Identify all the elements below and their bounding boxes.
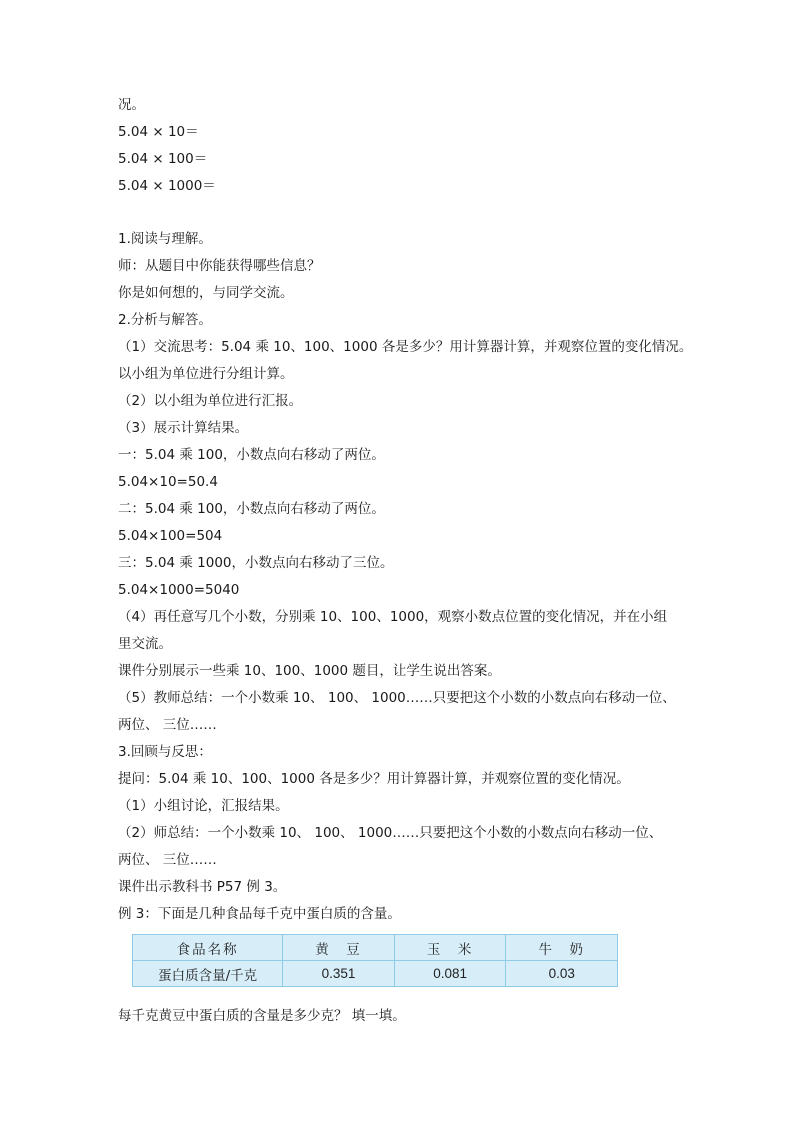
table-header-cell: 牛 奶 (506, 935, 618, 961)
text-line: （1）小组讨论，汇报结果。 (118, 798, 289, 814)
text-line: （2）以小组为单位进行汇报。 (118, 393, 303, 409)
text-line: （2）师总结：一个小数乘 10、 100、 1000……只要把这个小数的小数点向右移动一位、 (118, 825, 663, 841)
document-page (118, 92, 698, 1030)
text-line: 师：从题目中你能获得哪些信息？ (118, 258, 321, 274)
text-line: 二：5.04 乘 100，小数点向右移动了两位。 (118, 501, 385, 517)
protein-table-container (132, 934, 698, 987)
text-line: 课件分别展示一些乘 10、100、1000 题目，让学生说出答案。 (118, 663, 501, 679)
equation-line: 5.04 × 10＝ (118, 124, 199, 140)
equation-line: 5.04×100=504 (118, 528, 223, 544)
text-line: 例 3：下面是几种食品每千克中蛋白质的含量。 (118, 906, 401, 922)
section-heading: 3.回顾与反思： (118, 744, 212, 760)
text-line: 你是如何想的，与同学交流。 (118, 285, 294, 301)
table-row (133, 961, 618, 987)
text-line: （3）展示计算结果。 (118, 420, 249, 436)
text-line: 课件出示教科书 P57 例 3。 (118, 879, 287, 895)
text-line: （1）交流思考：5.04 乘 10、100、1000 各是多少？用计算器计算，并观察位置的变化情况。 (118, 339, 693, 355)
text-line: 每千克黄豆中蛋白质的含量是多少克？ 填一填。 (118, 1008, 406, 1024)
table-cell: 0.351 (283, 961, 395, 987)
spacer (118, 200, 698, 226)
text-line: 里交流。 (118, 636, 172, 652)
protein-table (132, 934, 618, 987)
table-cell: 0.081 (394, 961, 506, 987)
text-line: （4）再任意写几个小数，分别乘 10、100、1000，观察小数点位置的变化情况，并在小组 (118, 609, 668, 625)
table-cell: 0.03 (506, 961, 618, 987)
text-line: 以小组为单位进行分组计算。 (118, 366, 294, 382)
text-line: （5）教师总结：一个小数乘 10、 100、 1000……只要把这个小数的小数点向右移动一位、 (118, 690, 676, 706)
equation-line: 5.04×10=50.4 (118, 474, 218, 490)
equation-line: 5.04×1000=5040 (118, 582, 240, 598)
table-header-cell: 玉 米 (394, 935, 506, 961)
table-row-label: 蛋白质含量/千克 (133, 961, 283, 987)
table-header-row (133, 935, 618, 961)
section-heading: 2.分析与解答。 (118, 312, 212, 328)
text-line: 一：5.04 乘 100，小数点向右移动了两位。 (118, 447, 385, 463)
equation-line: 5.04 × 1000＝ (118, 178, 216, 194)
table-header-cell: 黄 豆 (283, 935, 395, 961)
text-line: 三：5.04 乘 1000，小数点向右移动了三位。 (118, 555, 394, 571)
section-heading: 1.阅读与理解。 (118, 231, 212, 247)
table-header-cell: 食品名称 (133, 935, 283, 961)
text-line: 况。 (118, 97, 145, 113)
text-line: 两位、 三位…… (118, 717, 217, 733)
equation-line: 5.04 × 100＝ (118, 151, 208, 167)
text-line: 两位、 三位…… (118, 852, 217, 868)
text-line: 提问：5.04 乘 10、100、1000 各是多少？用计算器计算，并观察位置的变化情况。 (118, 771, 630, 787)
